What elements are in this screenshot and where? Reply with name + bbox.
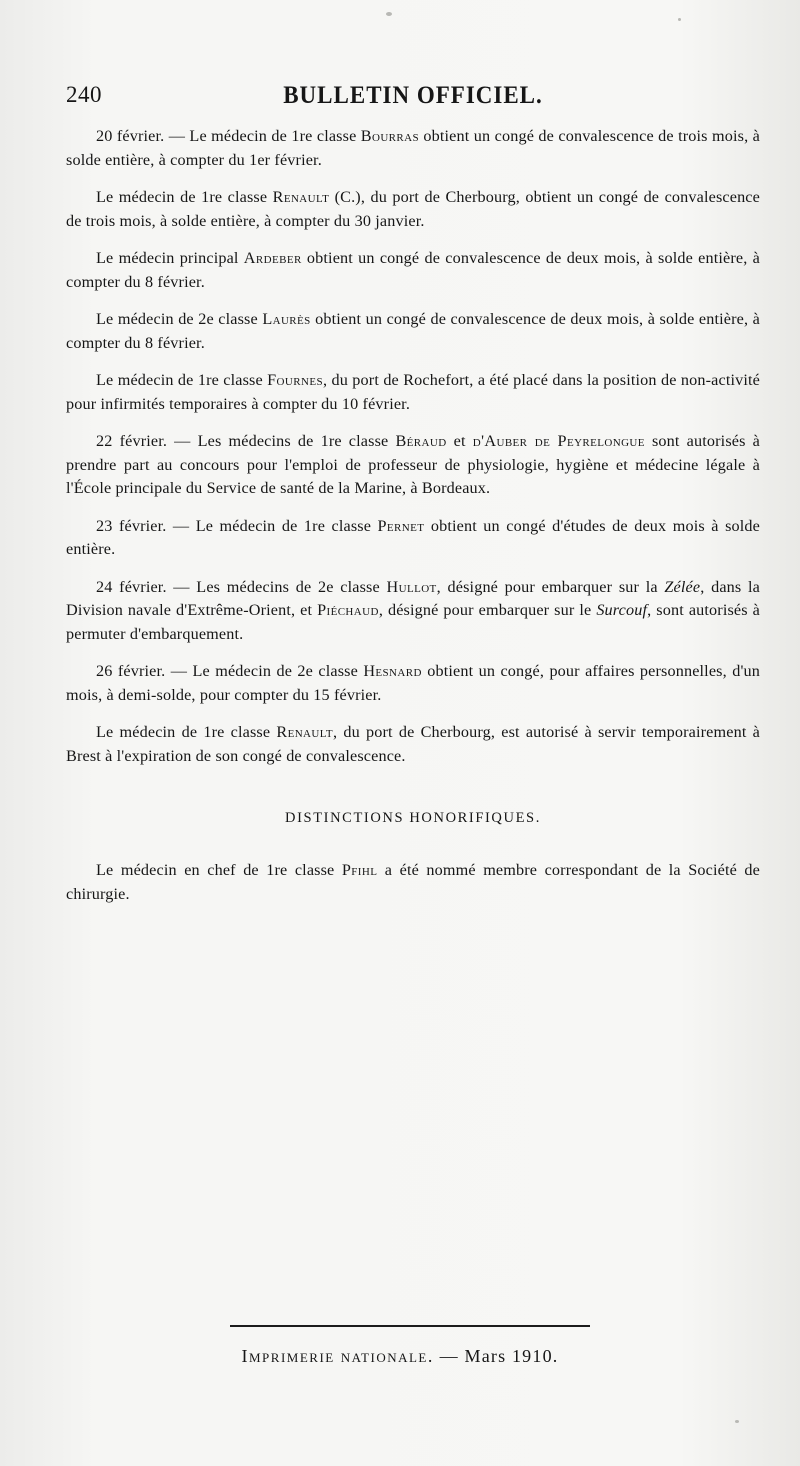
person-name: Pfihl — [341, 861, 378, 879]
ship-name: Surcouf — [596, 601, 648, 619]
section-heading: DISTINCTIONS HONORIFIQUES. — [285, 810, 541, 826]
text-run: 26 février. — Le médecin de 2e classe — [96, 662, 364, 680]
person-name: Piéchaud — [317, 601, 379, 619]
text-run: Le médecin principal — [96, 249, 244, 267]
text-run: obtient un congé, pour affaires personnelles, d'un mois, à demi-solde, pour compter du 15 février. — [66, 662, 760, 704]
scan-speck — [678, 18, 681, 21]
text-run: 23 février. — Le médecin de 1re classe — [96, 516, 378, 535]
footer-rule — [230, 1325, 590, 1327]
paragraph — [66, 576, 760, 647]
paragraph — [66, 186, 760, 233]
text-run: , dans la Division navale d'Extrême-Orient, et — [66, 577, 761, 619]
person-name: Renault — [272, 188, 330, 206]
imprint-line — [0, 1346, 800, 1367]
text-run: et — [446, 432, 473, 450]
person-name: d'Auber de Peyrelongue — [472, 432, 645, 450]
page-number: 240 — [66, 82, 102, 107]
body-text — [66, 125, 760, 920]
person-name: Laurès — [262, 310, 311, 328]
paragraph — [66, 369, 760, 416]
text-run: Le médecin de 2e classe — [96, 310, 263, 328]
imprint-date: — Mars 1910. — [439, 1346, 559, 1366]
text-run: a été nommé membre correspondant de la Société de chirurgie. — [66, 861, 760, 903]
paragraph — [66, 515, 760, 562]
paragraph — [66, 859, 760, 906]
text-run: Le médecin de 1re classe — [96, 188, 273, 206]
paragraph — [66, 247, 760, 294]
paragraph — [66, 430, 760, 501]
paragraph — [66, 721, 760, 768]
person-name: Fournes — [267, 371, 323, 389]
running-title: BULLETIN OFFICIEL. — [283, 80, 543, 109]
text-run: 22 février. — Les médecins de 1re classe — [96, 432, 396, 450]
text-run: obtient un congé de convalescence de deux mois, à solde entière, à compter du 8 février. — [66, 249, 760, 291]
person-name: Hullot — [386, 577, 437, 596]
scan-speck — [735, 1420, 739, 1423]
text-run: obtient un congé de convalescence de deux mois, à solde entière, à compter du 8 février. — [66, 310, 760, 352]
imprint-label: Imprimerie nationale. — [241, 1346, 434, 1366]
closing-paragraph-list — [66, 859, 760, 906]
paragraph — [66, 308, 760, 355]
person-name: Pernet — [377, 516, 425, 535]
text-run: , sont autorisés à permuter d'embarquement. — [66, 601, 761, 643]
text-run: , désigné pour embarquer sur le — [378, 601, 597, 619]
text-run: 20 février. — Le médecin de 1re classe — [96, 127, 361, 145]
text-run: obtient un congé de convalescence de trois mois, à solde entière, à compter du 1er février. — [66, 127, 760, 169]
text-run: Le médecin de 1re classe — [96, 371, 268, 389]
person-name: Béraud — [395, 432, 447, 450]
text-run: Le médecin de 1re classe — [96, 723, 277, 741]
paragraph — [66, 125, 760, 172]
text-run: , du port de Rochefort, a été placé dans la position de non-activité pour infirmités temporaires à compter du 10 février. — [66, 371, 760, 413]
person-name: Hesnard — [363, 662, 422, 680]
person-name: Ardeber — [243, 249, 302, 267]
text-run: (C.), du port de Cherbourg, obtient un congé de convalescence de trois mois, à solde entière, à compter du 30 janvier. — [66, 188, 760, 230]
scan-speck — [386, 12, 392, 16]
text-run: 24 février. — Les médecins de 2e classe — [96, 577, 387, 596]
text-run: sont autorisés à prendre part au concours pour l'emploi de professeur de physiologie, hygiène et médecine légale à l'École principale du Service de santé de la Marine, à Bordeaux. — [66, 432, 760, 497]
ship-name: Zélée — [664, 577, 701, 596]
text-run: obtient un congé d'études de deux mois à solde entière. — [66, 516, 760, 558]
person-name: Renault — [276, 723, 333, 741]
paragraph-list — [66, 125, 760, 768]
text-run: , du port de Cherbourg, est autorisé à servir temporairement à Brest à l'expiration de son congé de convalescence. — [66, 723, 760, 765]
paragraph — [66, 660, 760, 707]
page-header — [66, 82, 760, 116]
person-name: Bourras — [360, 127, 420, 145]
text-run: Le médecin en chef de 1re classe — [96, 861, 342, 879]
text-run: , désigné pour embarquer sur la — [436, 577, 665, 596]
